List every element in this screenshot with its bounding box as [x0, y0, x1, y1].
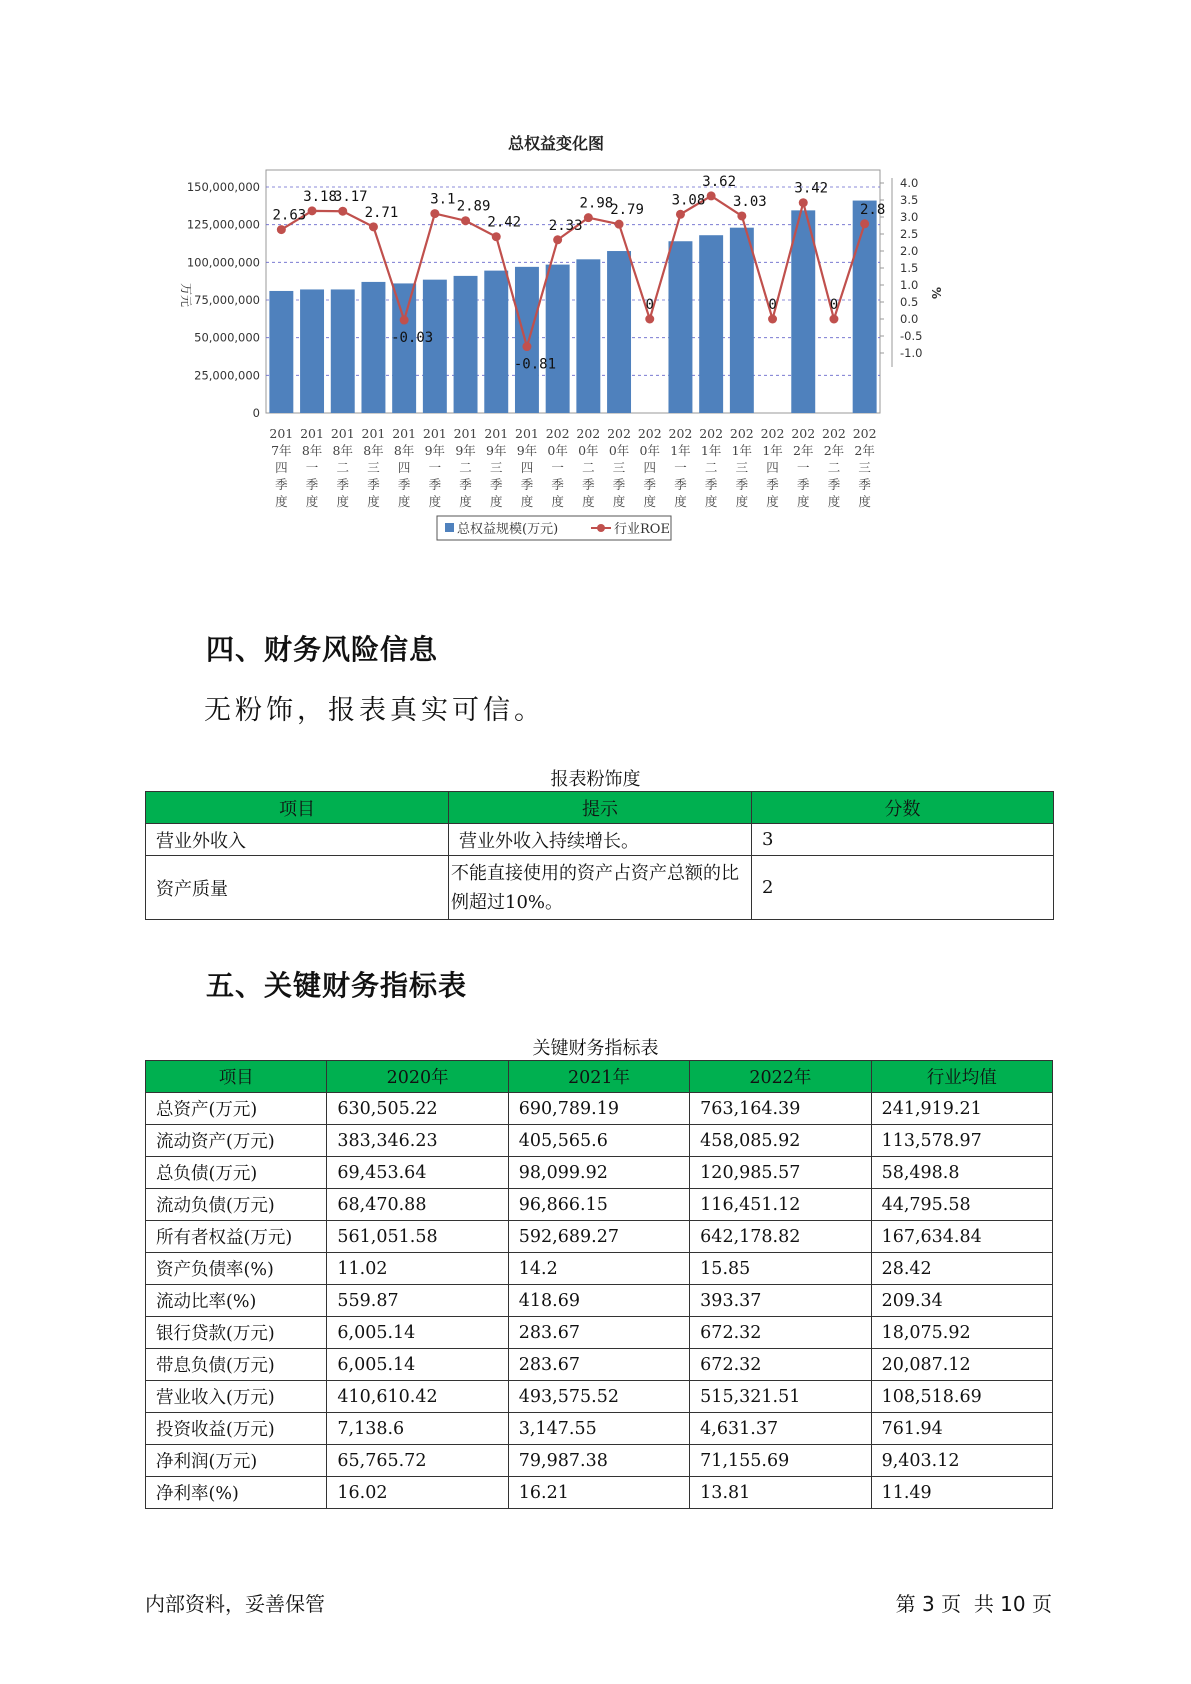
metric-name-cell: 流动资产(万元) [146, 1125, 327, 1157]
metric-value-cell: 630,505.22 [327, 1093, 508, 1125]
metric-value-cell: 108,518.69 [871, 1381, 1052, 1413]
x-tick-label: 202 2年三季度 [852, 426, 877, 509]
roe-point [799, 198, 808, 207]
roe-data-label: 2.8 [860, 201, 886, 218]
y2-tick-label: -1.0 [900, 346, 923, 360]
bar [699, 235, 723, 413]
metric-name-cell: 带息负债(万元) [146, 1349, 327, 1381]
metric-value-cell: 18,075.92 [871, 1317, 1052, 1349]
bar [484, 271, 508, 413]
y-tick-label: 100,000,000 [186, 255, 260, 270]
metric-name-cell: 流动负债(万元) [146, 1189, 327, 1221]
col-header: 提示 [449, 792, 752, 824]
metric-value-cell: 559.87 [327, 1285, 508, 1317]
x-tick-label: 202 1年一季度 [668, 426, 693, 509]
x-tick-label: 202 2年二季度 [822, 426, 846, 509]
col-header: 项目 [146, 792, 449, 824]
metric-value-cell: 98,099.92 [508, 1157, 689, 1189]
section5-heading: 五、关键财务指标表 [206, 969, 468, 1002]
roe-point [400, 316, 409, 325]
item-cell: 营业外收入 [146, 824, 449, 856]
bar [791, 210, 815, 413]
y2-tick-label: 3.0 [900, 210, 919, 224]
risk-conclusion: 无粉饰，报表真实可信。 [204, 695, 545, 726]
bar [515, 267, 539, 413]
bar [853, 201, 877, 413]
plot-area [266, 170, 880, 413]
roe-point [584, 213, 593, 222]
metric-value-cell: 761.94 [871, 1413, 1052, 1445]
hint-cell: 不能直接使用的资产占资产总额的比例超过10%。 [449, 856, 752, 920]
item-cell: 资产质量 [146, 856, 449, 920]
bar [331, 289, 355, 413]
table-row [146, 1157, 1053, 1189]
roe-data-label: 2.33 [548, 217, 583, 234]
x-tick-label: 201 9年二季度 [453, 426, 478, 509]
legend-label-line: 行业ROE [614, 522, 670, 537]
metric-name-cell: 资产负债率(%) [146, 1253, 327, 1285]
metric-value-cell: 493,575.52 [508, 1381, 689, 1413]
roe-data-label: 2.89 [456, 198, 491, 215]
metric-value-cell: 561,051.58 [327, 1221, 508, 1253]
metric-value-cell: 418.69 [508, 1285, 689, 1317]
chart-title: 总权益变化图 [507, 135, 605, 153]
metric-value-cell: 13.81 [690, 1477, 871, 1509]
roe-data-label: 2.42 [487, 214, 522, 231]
metric-value-cell: 690,789.19 [508, 1093, 689, 1125]
roe-point [369, 222, 378, 231]
metric-name-cell: 所有者权益(万元) [146, 1221, 327, 1253]
table-row [146, 824, 1054, 856]
x-tick-label: 201 9年四季度 [515, 426, 539, 509]
col-header: 行业均值 [871, 1061, 1052, 1093]
metric-value-cell: 113,578.97 [871, 1125, 1052, 1157]
table-row [146, 1253, 1053, 1285]
table-row [146, 1317, 1053, 1349]
roe-point [430, 209, 439, 218]
metric-value-cell: 592,689.27 [508, 1221, 689, 1253]
metric-value-cell: 6,005.14 [327, 1317, 508, 1349]
equity-chart [170, 135, 1050, 595]
metric-value-cell: 14.2 [508, 1253, 689, 1285]
x-tick-label: 201 8年四季度 [392, 426, 417, 509]
x-tick-label: 201 9年一季度 [422, 426, 447, 509]
y2-tick-label: 1.5 [900, 261, 919, 275]
metric-value-cell: 6,005.14 [327, 1349, 508, 1381]
hint-cell: 营业外收入持续增长。 [449, 824, 752, 856]
metric-name-cell: 净利润(万元) [146, 1445, 327, 1477]
metric-value-cell: 167,634.84 [871, 1221, 1052, 1253]
metric-name-cell: 净利率(%) [146, 1477, 327, 1509]
roe-data-label: 2.71 [364, 204, 399, 221]
roe-data-label: 2.98 [579, 195, 614, 212]
x-tick-label: 202 0年四季度 [637, 426, 662, 509]
roe-point [277, 225, 286, 234]
bar [300, 289, 324, 413]
metric-value-cell: 11.49 [871, 1477, 1052, 1509]
metric-value-cell: 71,155.69 [690, 1445, 871, 1477]
metric-name-cell: 银行贷款(万元) [146, 1317, 327, 1349]
bar [269, 291, 293, 413]
y-axis-label: 万元 [179, 282, 193, 308]
x-tick-label: 202 1年三季度 [729, 426, 754, 509]
roe-data-label: -0.81 [513, 356, 557, 373]
bar [607, 251, 631, 413]
table-row [146, 1349, 1053, 1381]
window-dressing-caption: 报表粉饰度 [550, 769, 641, 790]
roe-data-label: 2.63 [272, 207, 307, 224]
page-number: 第 3 页 共 10 页 [895, 1592, 1052, 1616]
metric-name-cell: 流动比率(%) [146, 1285, 327, 1317]
metric-value-cell: 79,987.38 [508, 1445, 689, 1477]
x-tick-label: 201 7年四季度 [269, 426, 294, 509]
roe-data-label: -0.03 [391, 330, 434, 347]
y2-tick-label: 2.0 [900, 244, 919, 258]
table-row [146, 1125, 1053, 1157]
x-tick-label: 202 1年四季度 [760, 426, 785, 509]
roe-point [338, 207, 347, 216]
table-row [146, 1413, 1053, 1445]
col-header: 项目 [146, 1061, 327, 1093]
col-header: 2021年 [508, 1061, 689, 1093]
x-tick-label: 201 8年二季度 [330, 426, 355, 509]
metric-value-cell: 241,919.21 [871, 1093, 1052, 1125]
x-tick-label: 201 8年一季度 [300, 426, 324, 509]
metric-value-cell: 3,147.55 [508, 1413, 689, 1445]
roe-point [522, 342, 531, 351]
metric-value-cell: 58,498.8 [871, 1157, 1052, 1189]
metric-value-cell: 44,795.58 [871, 1189, 1052, 1221]
roe-point [707, 191, 716, 200]
legend-swatch-bar [445, 523, 454, 532]
x-tick-label: 202 1年二季度 [699, 426, 724, 509]
roe-point [768, 315, 777, 324]
bar [730, 228, 754, 413]
metric-name-cell: 投资收益(万元) [146, 1413, 327, 1445]
metric-value-cell: 515,321.51 [690, 1381, 871, 1413]
footer-note: 内部资料，妥善保管 [145, 1592, 325, 1616]
y2-axis-label: % [929, 286, 943, 300]
y2-tick-label: 0.5 [900, 295, 919, 309]
table-row [146, 1445, 1053, 1477]
roe-point [829, 315, 838, 324]
table-row [146, 1189, 1053, 1221]
metric-value-cell: 393.37 [690, 1285, 871, 1317]
metric-value-cell: 120,985.57 [690, 1157, 871, 1189]
roe-data-label: 3.17 [333, 189, 368, 206]
y2-tick-label: 0.0 [900, 312, 919, 326]
roe-point [676, 210, 685, 219]
metric-name-cell: 总资产(万元) [146, 1093, 327, 1125]
table-header-row [146, 1061, 1053, 1093]
roe-data-label: 3.03 [732, 193, 767, 210]
y-tick-label: 25,000,000 [194, 368, 260, 383]
metric-value-cell: 16.21 [508, 1477, 689, 1509]
metric-value-cell: 458,085.92 [690, 1125, 871, 1157]
table-row [146, 1093, 1053, 1125]
metric-value-cell: 7,138.6 [327, 1413, 508, 1445]
metric-value-cell: 16.02 [327, 1477, 508, 1509]
y-tick-label: 75,000,000 [194, 293, 260, 307]
bar [576, 259, 600, 413]
roe-point [737, 211, 746, 220]
y-tick-label: 50,000,000 [194, 330, 260, 345]
score-cell: 2 [752, 856, 1054, 920]
score-cell: 3 [752, 824, 1054, 856]
y2-tick-label: 2.5 [900, 227, 919, 241]
metric-value-cell: 642,178.82 [690, 1221, 871, 1253]
roe-data-label: 2.79 [610, 202, 644, 219]
table-row [146, 1285, 1053, 1317]
col-header: 分数 [752, 792, 1054, 824]
col-header: 2022年 [690, 1061, 871, 1093]
roe-data-label: 3.62 [702, 173, 737, 190]
x-tick-label: 202 0年三季度 [607, 426, 631, 509]
roe-point [553, 235, 562, 244]
roe-point [492, 232, 501, 241]
window-dressing-table [145, 791, 1054, 920]
metric-value-cell: 68,470.88 [327, 1189, 508, 1221]
roe-point [308, 206, 317, 215]
metric-value-cell: 383,346.23 [327, 1125, 508, 1157]
roe-point [645, 315, 654, 324]
bar [392, 283, 416, 413]
legend-swatch-point [597, 524, 605, 532]
metric-value-cell: 672.32 [690, 1317, 871, 1349]
y2-tick-label: 1.0 [900, 278, 919, 292]
metric-name-cell: 营业收入(万元) [146, 1381, 327, 1413]
bar [423, 280, 447, 413]
roe-data-label: 0 [645, 297, 654, 313]
roe-point [461, 216, 470, 225]
table-row [146, 1477, 1053, 1509]
key-metrics-table [145, 1060, 1053, 1509]
col-header: 2020年 [327, 1061, 508, 1093]
metric-value-cell: 405,565.6 [508, 1125, 689, 1157]
y2-tick-label: 3.5 [900, 193, 919, 207]
y-tick-label: 125,000,000 [186, 217, 260, 232]
metric-name-cell: 总负债(万元) [146, 1157, 327, 1189]
metric-value-cell: 672.32 [690, 1349, 871, 1381]
metric-value-cell: 283.67 [508, 1317, 689, 1349]
metric-value-cell: 15.85 [690, 1253, 871, 1285]
legend-label-bar: 总权益规模(万元) [457, 522, 559, 537]
y2-tick-label: -0.5 [900, 329, 923, 343]
metric-value-cell: 763,164.39 [690, 1093, 871, 1125]
roe-point [615, 220, 624, 229]
metric-value-cell: 283.67 [508, 1349, 689, 1381]
table-header-row [146, 792, 1054, 824]
metric-value-cell: 9,403.12 [871, 1445, 1052, 1477]
roe-data-label: 3.08 [671, 192, 706, 209]
metric-value-cell: 410,610.42 [327, 1381, 508, 1413]
bar [454, 276, 478, 413]
y2-tick-label: 4.0 [900, 176, 919, 190]
table-row [146, 1381, 1053, 1413]
x-tick-label: 202 0年二季度 [576, 426, 601, 509]
table-row [146, 1221, 1053, 1253]
x-tick-label: 201 8年三季度 [361, 426, 386, 509]
roe-data-label: 0 [768, 297, 777, 313]
section4-heading: 四、财务风险信息 [206, 633, 439, 666]
key-metrics-caption: 关键财务指标表 [532, 1038, 659, 1059]
bar [668, 241, 692, 413]
x-tick-label: 201 9年三季度 [484, 426, 509, 509]
metric-value-cell: 11.02 [327, 1253, 508, 1285]
y-tick-label: 150,000,000 [186, 180, 260, 194]
x-tick-label: 202 0年一季度 [545, 426, 570, 509]
y-tick-label: 0 [252, 406, 260, 420]
metric-value-cell: 4,631.37 [690, 1413, 871, 1445]
metric-value-cell: 116,451.12 [690, 1189, 871, 1221]
roe-data-label: 3.42 [794, 180, 829, 197]
x-tick-label: 202 2年一季度 [791, 426, 816, 509]
metric-value-cell: 28.42 [871, 1253, 1052, 1285]
metric-value-cell: 69,453.64 [327, 1157, 508, 1189]
metric-value-cell: 96,866.15 [508, 1189, 689, 1221]
roe-point [860, 219, 869, 228]
metric-value-cell: 209.34 [871, 1285, 1052, 1317]
metric-value-cell: 65,765.72 [327, 1445, 508, 1477]
roe-data-label: 3.1 [430, 191, 456, 208]
roe-data-label: 0 [829, 297, 839, 313]
bar [361, 282, 385, 413]
roe-data-label: 3.18 [303, 188, 337, 205]
bar [546, 265, 570, 413]
metric-value-cell: 20,087.12 [871, 1349, 1052, 1381]
table-row [146, 856, 1054, 920]
